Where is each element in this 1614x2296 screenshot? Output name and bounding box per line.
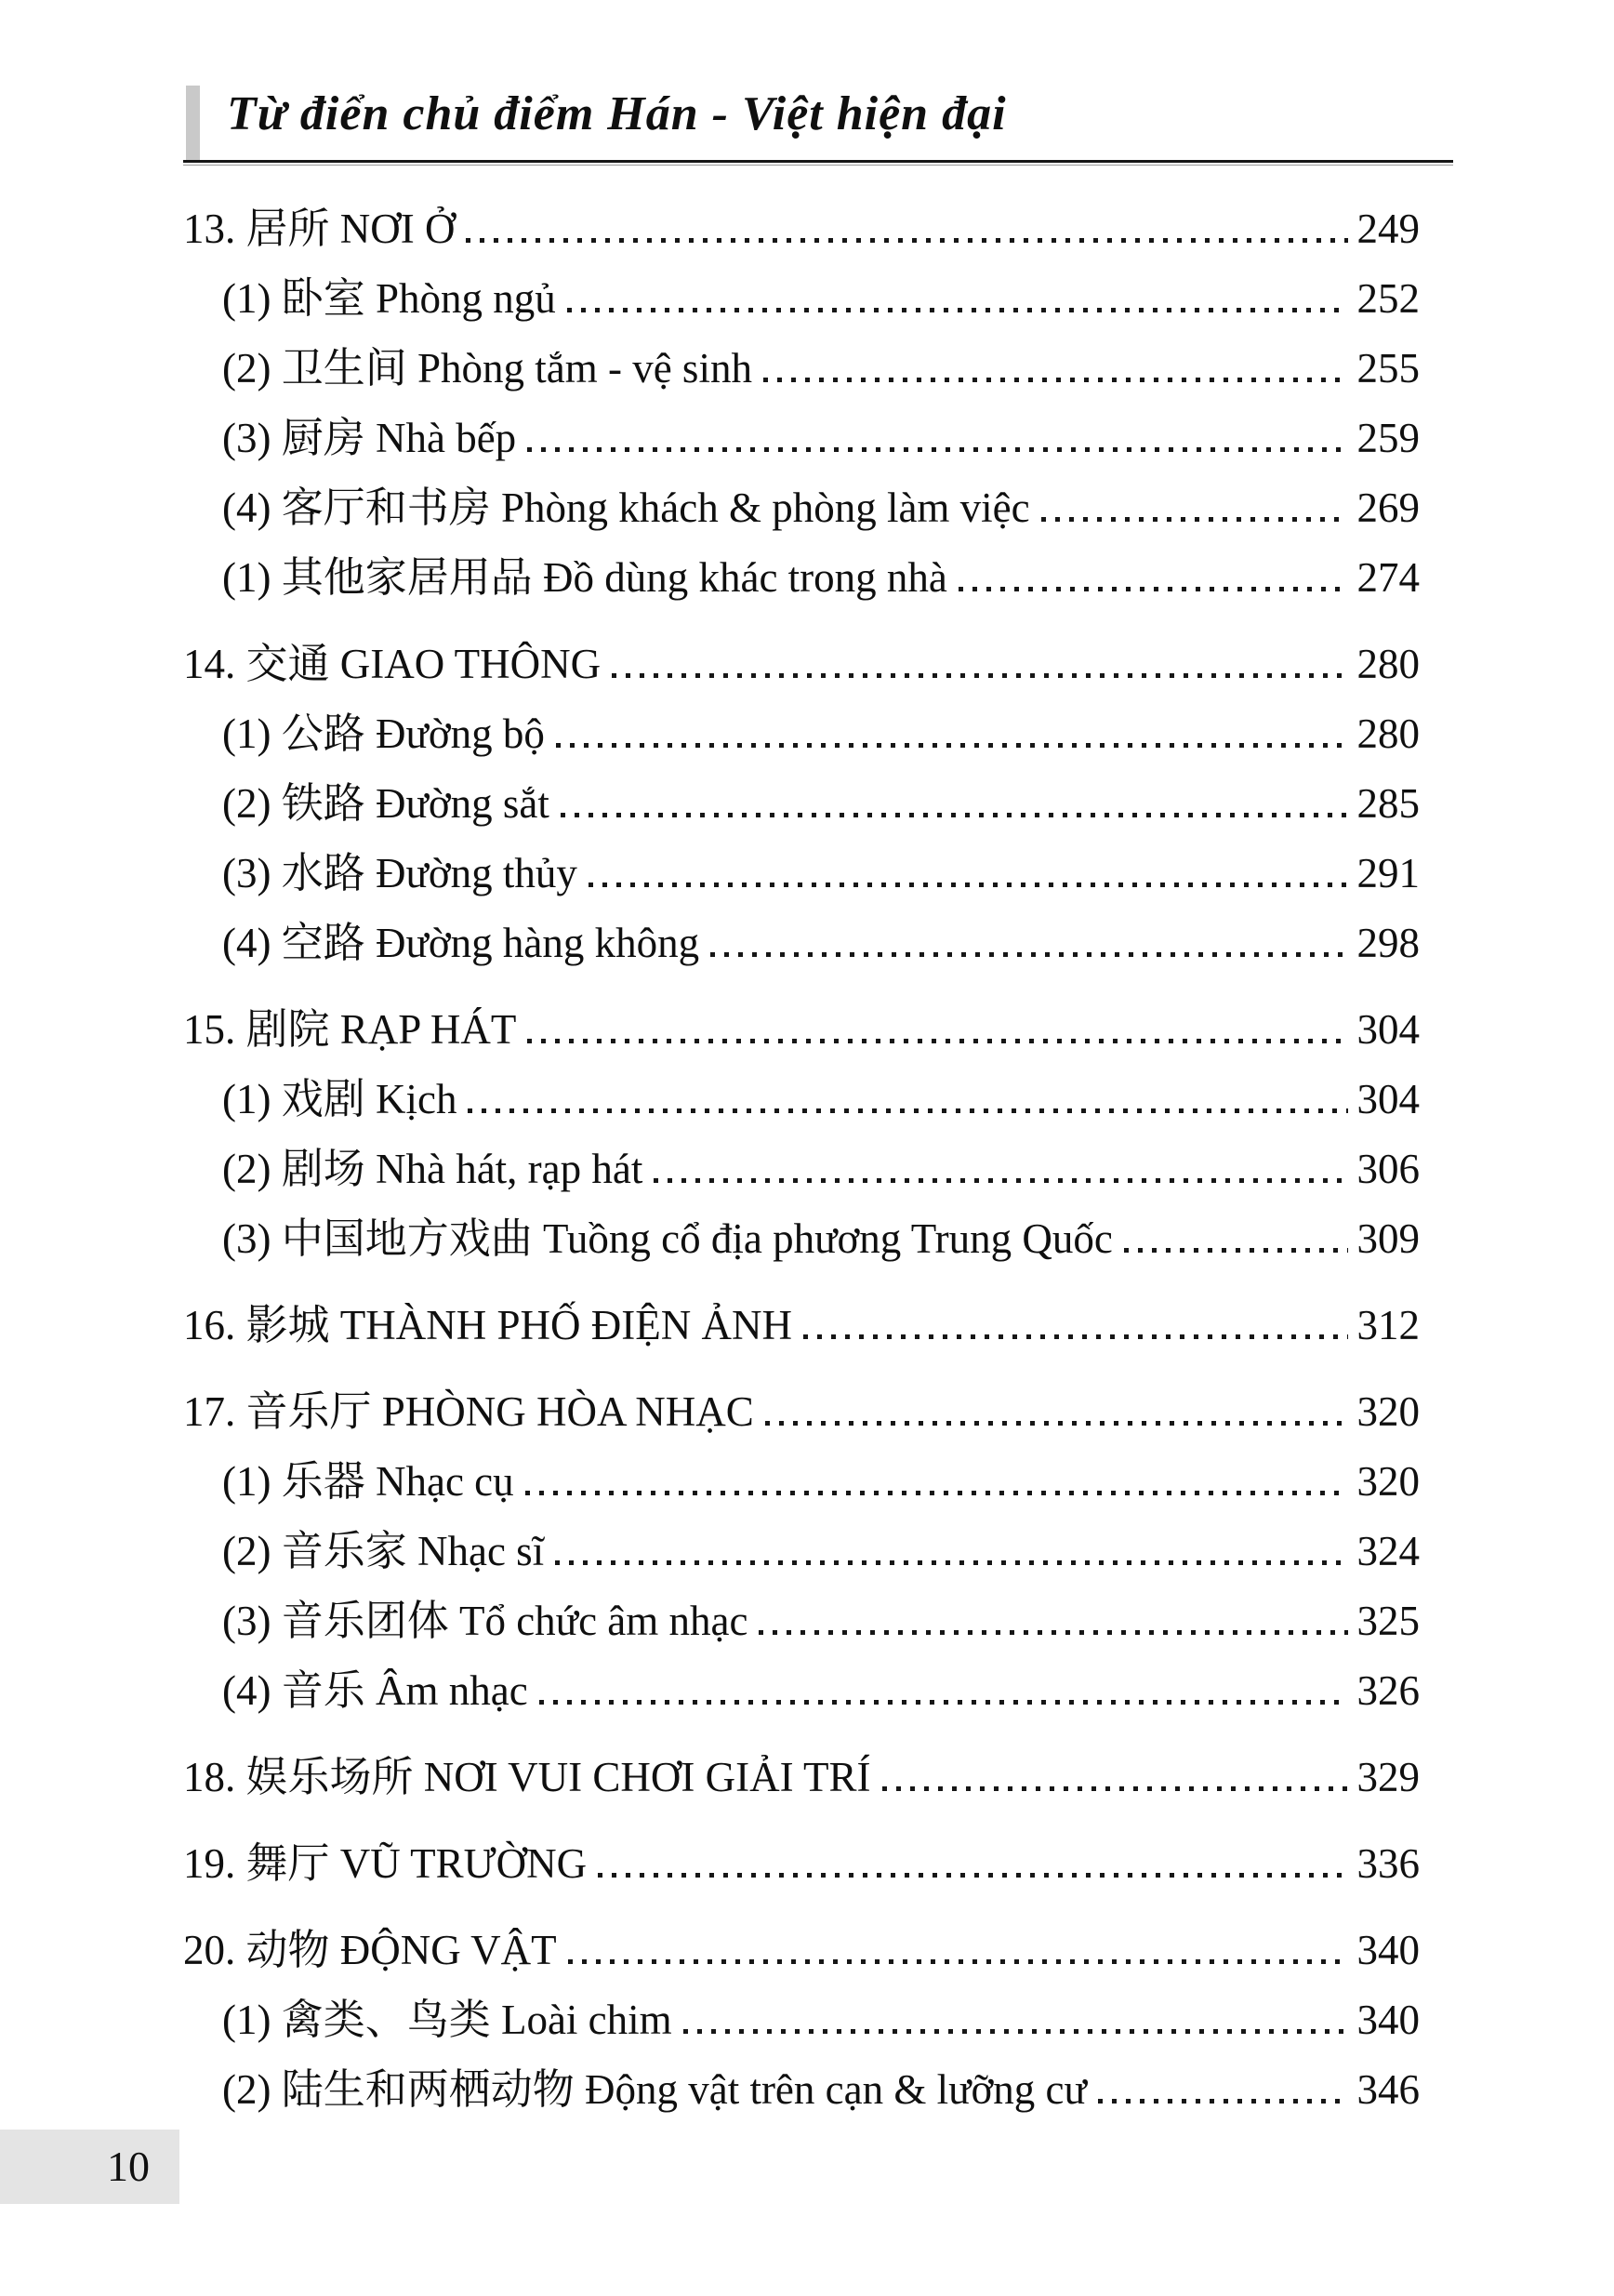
- dot-leader: [539, 1700, 1348, 1705]
- toc-entry-page: 280: [1356, 641, 1420, 687]
- toc-entry-page: 346: [1356, 2066, 1420, 2113]
- toc-entry-label: 18. 娱乐场所 NƠI VUI CHƠI GIẢI TRÍ: [183, 1754, 871, 1800]
- toc-entry-page: 249: [1356, 206, 1420, 252]
- toc-row: [183, 531, 1420, 601]
- toc-entry-page: 259: [1356, 415, 1420, 461]
- toc-row: [183, 1731, 1420, 1800]
- toc-entry-label: (2) 剧场 Nhà hát, rạp hát: [222, 1146, 643, 1192]
- toc-entry-page: 304: [1356, 1006, 1420, 1053]
- toc-row: [183, 757, 1420, 827]
- toc-row: [183, 182, 1420, 252]
- dot-leader: [468, 1108, 1347, 1113]
- toc-entry-page: 291: [1356, 850, 1420, 896]
- dot-leader: [555, 1560, 1347, 1565]
- dot-leader: [882, 1786, 1348, 1791]
- toc-entry-page: 280: [1356, 710, 1420, 757]
- dot-leader: [683, 2029, 1348, 2034]
- running-header-title: Từ điển chủ điểm Hán - Việt hiện đại: [227, 87, 1007, 140]
- toc-entry-page: 340: [1356, 1997, 1420, 2043]
- dot-leader: [959, 587, 1348, 591]
- toc-entry-label: (3) 厨房 Nhà bếp: [222, 415, 517, 461]
- dot-leader: [561, 813, 1348, 817]
- toc-entry-page: 298: [1356, 920, 1420, 966]
- toc-row: [183, 252, 1420, 322]
- toc-entry-label: (1) 公路 Đường bộ: [222, 710, 545, 757]
- dot-leader: [654, 1178, 1347, 1183]
- toc-entry-page: 320: [1356, 1458, 1420, 1505]
- toc-row: [183, 687, 1420, 757]
- toc-entry-page: 340: [1356, 1927, 1420, 1973]
- toc-entry-page: 255: [1356, 345, 1420, 392]
- toc-entry-page: 325: [1356, 1598, 1420, 1644]
- toc-entry-page: 336: [1356, 1840, 1420, 1887]
- toc-entry-page: 326: [1356, 1667, 1420, 1714]
- dot-leader: [527, 1039, 1347, 1043]
- toc-entry-label: (4) 客厅和书房 Phòng khách & phòng làm việc: [222, 484, 1030, 531]
- toc-entry-label: (1) 卧室 Phòng ngủ: [222, 275, 556, 322]
- dot-leader: [589, 883, 1348, 887]
- dot-leader: [527, 447, 1347, 452]
- dot-leader: [759, 1630, 1347, 1635]
- toc-entry-label: (3) 水路 Đường thủy: [222, 850, 577, 896]
- dot-leader: [710, 952, 1347, 957]
- toc-row: [183, 1505, 1420, 1574]
- dot-leader: [612, 673, 1347, 678]
- header-accent-bar: [186, 86, 200, 160]
- toc-row: [183, 1435, 1420, 1505]
- toc-row: [183, 1279, 1420, 1348]
- toc-entry-label: 13. 居所 NƠI Ở: [183, 206, 456, 252]
- dot-leader: [763, 378, 1348, 382]
- toc-entry-label: (4) 音乐 Âm nhạc: [222, 1667, 528, 1714]
- dot-leader: [1098, 2099, 1348, 2104]
- toc-entry-label: 17. 音乐厅 PHÒNG HÒA NHẠC: [183, 1388, 754, 1435]
- toc-row: [183, 2043, 1420, 2113]
- toc-row: [183, 1817, 1420, 1887]
- toc-entry-label: 15. 剧院 RẠP HÁT: [183, 1006, 517, 1053]
- toc-entry-page: 274: [1356, 554, 1420, 601]
- toc-row: [183, 1644, 1420, 1714]
- toc-entry-page: 269: [1356, 484, 1420, 531]
- toc-row: [183, 617, 1420, 687]
- toc-row: [183, 827, 1420, 896]
- dot-leader: [765, 1421, 1348, 1426]
- toc-entry-label: (3) 音乐团体 Tổ chức âm nhạc: [222, 1598, 748, 1644]
- toc-row: [183, 1574, 1420, 1644]
- toc-entry-label: (1) 戏剧 Kịch: [222, 1076, 457, 1122]
- dot-leader: [466, 238, 1347, 243]
- toc-entry-label: (2) 卫生间 Phòng tắm - vệ sinh: [222, 345, 752, 392]
- toc-row: [183, 461, 1420, 531]
- toc-entry-label: 20. 动物 ĐỘNG VẬT: [183, 1927, 557, 1973]
- dot-leader: [568, 1959, 1348, 1964]
- toc-entry-page: 285: [1356, 780, 1420, 827]
- toc-entry-page: 329: [1356, 1754, 1420, 1800]
- toc-row: [183, 322, 1420, 392]
- dot-leader: [1124, 1248, 1348, 1253]
- page-number-box: [0, 2130, 179, 2204]
- dot-leader: [803, 1334, 1348, 1339]
- dot-leader: [1041, 517, 1348, 522]
- toc-entry-label: (1) 禽类、鸟类 Loài chim: [222, 1997, 672, 2043]
- toc-entry-page: 306: [1356, 1146, 1420, 1192]
- toc-row: [183, 1192, 1420, 1262]
- toc-row: [183, 983, 1420, 1053]
- toc-entry-label: (1) 乐器 Nhạc cụ: [222, 1458, 514, 1505]
- toc-entry-page: 320: [1356, 1388, 1420, 1435]
- toc-row: [183, 1904, 1420, 1973]
- toc-entry-label: (2) 音乐家 Nhạc sĩ: [222, 1528, 545, 1574]
- header-rule: [183, 160, 1453, 163]
- dot-leader: [525, 1491, 1348, 1495]
- dot-leader: [567, 308, 1348, 312]
- toc-entry-label: (2) 陆生和两栖动物 Động vật trên cạn & lưỡng cư: [222, 2066, 1087, 2113]
- toc-entry-label: (4) 空路 Đường hàng không: [222, 920, 700, 966]
- toc-entry-page: 304: [1356, 1076, 1420, 1122]
- toc-entry-label: (3) 中国地方戏曲 Tuồng cổ địa phương Trung Quốc: [222, 1215, 1113, 1262]
- toc-entry-page: 324: [1356, 1528, 1420, 1574]
- toc-row: [183, 1973, 1420, 2043]
- toc-entry-label: 14. 交通 GIAO THÔNG: [183, 641, 602, 687]
- toc-row: [183, 896, 1420, 966]
- toc-entry-label: 19. 舞厅 VŨ TRƯỜNG: [183, 1840, 588, 1887]
- toc-entry-page: 312: [1356, 1302, 1420, 1348]
- dot-leader: [556, 743, 1348, 748]
- toc-row: [183, 1365, 1420, 1435]
- toc-entry-label: (2) 铁路 Đường sắt: [222, 780, 549, 827]
- toc-entry-label: 16. 影城 THÀNH PHỐ ĐIỆN ẢNH: [183, 1302, 792, 1348]
- toc-list: [183, 166, 1420, 2113]
- toc-row: [183, 1053, 1420, 1122]
- dot-leader: [598, 1873, 1347, 1878]
- toc-entry-page: 252: [1356, 275, 1420, 322]
- toc-row: [183, 1122, 1420, 1192]
- toc-entry-page: 309: [1356, 1215, 1420, 1262]
- toc-entry-label: (1) 其他家居用品 Đồ dùng khác trong nhà: [222, 554, 947, 601]
- page-number: 10: [107, 2143, 150, 2190]
- toc-row: [183, 392, 1420, 461]
